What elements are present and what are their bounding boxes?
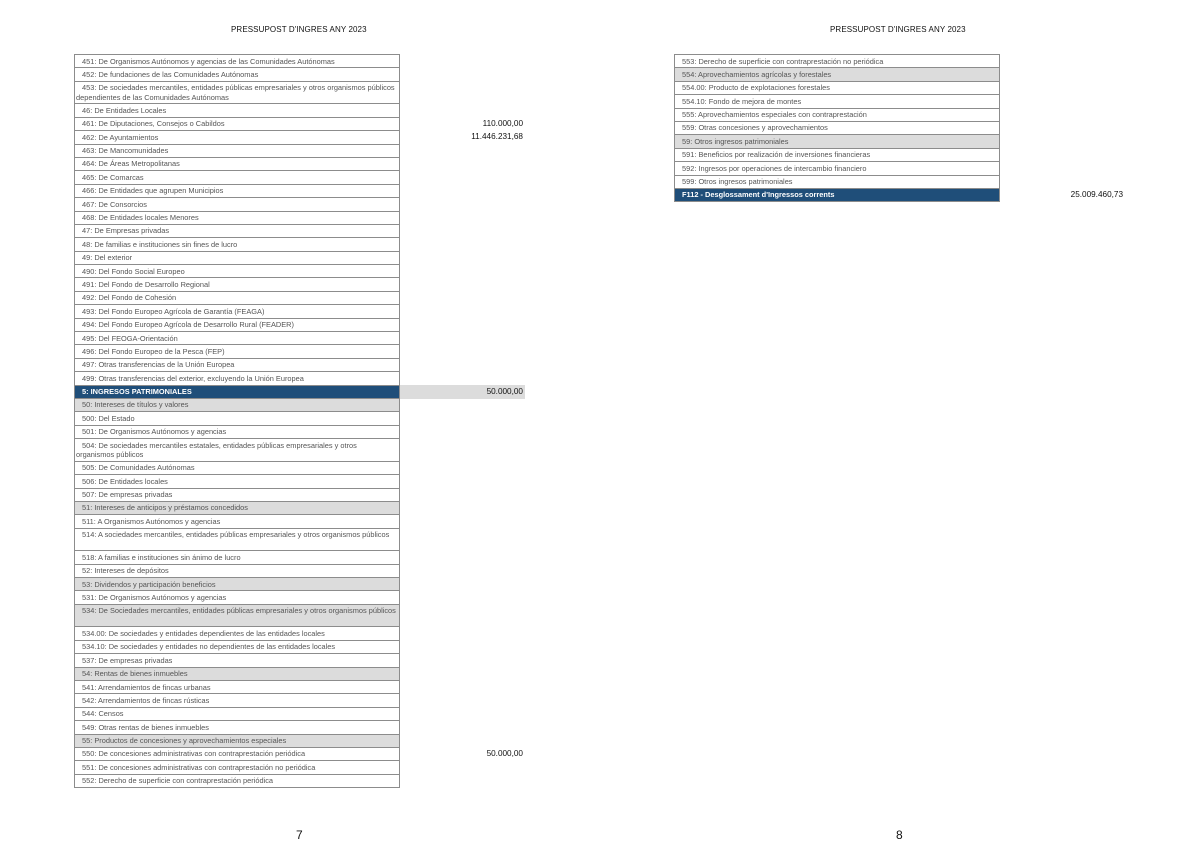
row-label: 534.00: De sociedades y entidades dependientes de las entidades locales	[82, 628, 325, 638]
row-label: 506: De Entidades locales	[82, 476, 168, 486]
row-label: 493: Del Fondo Europeo Agrícola de Garantía (FEAGA)	[82, 306, 265, 316]
table-row	[74, 515, 400, 528]
table-row	[74, 55, 400, 68]
table-row	[74, 198, 400, 211]
row-label: 496: Del Fondo Europeo de la Pesca (FEP)	[82, 346, 225, 356]
page-number: 7	[296, 828, 303, 842]
row-label: 492: Del Fondo de Cohesión	[82, 293, 177, 303]
row-label: 490: Del Fondo Social Europeo	[82, 266, 185, 276]
row-label: 514: A sociedades mercantiles, entidades públicas empresariales y otros organismos públicos	[82, 530, 390, 540]
table-row	[74, 118, 400, 131]
row-label: 550: De concesiones administrativas con contraprestación periódica	[82, 749, 306, 759]
row-label: 467: De Consorcios	[82, 199, 147, 209]
table-row	[74, 748, 400, 761]
table-row	[674, 176, 1000, 189]
row-label: 495: Del FEOGA-Orientación	[82, 333, 178, 343]
row-label: 531: De Organismos Autónomos y agencias	[82, 592, 227, 602]
budget-table	[674, 54, 1000, 202]
table-row	[74, 82, 400, 105]
page-number: 8	[896, 828, 903, 842]
row-label: 52: Intereses de depósitos	[82, 566, 169, 576]
table-row	[74, 319, 400, 332]
subtotal-row	[74, 668, 400, 681]
row-label: 554.00: Producto de explotaciones forestales	[682, 83, 830, 93]
row-label: 559: Otras concesiones y aprovechamientos	[682, 123, 828, 133]
total-row	[74, 386, 400, 399]
row-label: 461: De Diputaciones, Consejos o Cabildos	[82, 119, 225, 129]
table-row	[674, 162, 1000, 175]
row-label: 542: Arrendamientos de fincas rústicas	[82, 695, 210, 705]
row-label: 53: Dividendos y participación beneficios	[82, 579, 216, 589]
table-row	[74, 475, 400, 488]
row-label: 504: De sociedades mercantiles estatales, entidades públicas empresariales y otros organismos públicos	[76, 440, 357, 460]
table-row	[74, 278, 400, 291]
subtotal-row	[74, 578, 400, 591]
row-label: 551: De concesiones administrativas con contraprestación no periódica	[82, 762, 316, 772]
amount-value: 11.446.231,68	[471, 132, 523, 142]
table-row	[74, 185, 400, 198]
table-row	[674, 149, 1000, 162]
subtotal-row	[74, 502, 400, 515]
budget-table	[74, 54, 400, 788]
row-label: 465: De Comarcas	[82, 172, 144, 182]
row-label: 555: Aprovechamientos especiales con contraprestación	[682, 110, 867, 120]
row-label: 592: Ingresos por operaciones de intercambio financiero	[682, 163, 867, 173]
row-label: 534.10: De sociedades y entidades no dependientes de las entidades locales	[82, 642, 336, 652]
row-label: 50: Intereses de títulos y valores	[82, 400, 189, 410]
amount-value: 110.000,00	[482, 118, 523, 128]
subtotal-row	[674, 135, 1000, 148]
row-label: 511: A Organismos Autónomos y agencias	[82, 516, 221, 526]
row-label: 501: De Organismos Autónomos y agencias	[82, 427, 227, 437]
page-title: PRESSUPOST D'INGRES ANY 2023	[231, 25, 367, 34]
table-row	[74, 158, 400, 171]
table-row	[674, 55, 1000, 68]
table-row	[674, 95, 1000, 108]
subtotal-row	[74, 735, 400, 748]
table-row	[74, 345, 400, 358]
table-row	[74, 225, 400, 238]
table-row	[74, 654, 400, 667]
table-row	[74, 292, 400, 305]
row-label: 462: De Ayuntamientos	[82, 132, 159, 142]
row-label: 534: De Sociedades mercantiles, entidades públicas empresariales y otros organismos públicos	[82, 606, 396, 616]
table-row	[74, 104, 400, 117]
row-label: 54: Rentas de bienes inmuebles	[82, 669, 188, 679]
table-row	[74, 565, 400, 578]
table-row	[74, 708, 400, 721]
row-label: 499: Otras transferencias del exterior, excluyendo la Unión Europea	[82, 373, 304, 383]
table-row	[74, 426, 400, 439]
row-label: 49: Del exterior	[82, 253, 133, 263]
table-row	[74, 332, 400, 345]
row-label: 549: Otras rentas de bienes inmuebles	[82, 722, 209, 732]
table-row	[74, 641, 400, 654]
total-row	[674, 189, 1000, 202]
table-row	[74, 145, 400, 158]
row-label: 554.10: Fondo de mejora de montes	[682, 96, 802, 106]
table-row	[74, 529, 400, 552]
table-row	[74, 694, 400, 707]
row-label: 51: Intereses de anticipos y préstamos concedidos	[82, 503, 248, 513]
row-label: 48: De familias e instituciones sin fines de lucro	[82, 239, 238, 249]
subtotal-row	[74, 605, 400, 628]
row-label: 59: Otros ingresos patrimoniales	[682, 136, 789, 146]
table-row	[74, 212, 400, 225]
row-label: 552: Derecho de superficie con contraprestación periódica	[82, 776, 274, 786]
row-label: 505: De Comunidades Autónomas	[82, 463, 195, 473]
table-row	[74, 265, 400, 278]
row-label: 591: Beneficios por realización de inversiones financieras	[682, 150, 871, 160]
table-row	[74, 462, 400, 475]
row-label: 468: De Entidades locales Menores	[82, 213, 199, 222]
table-row	[74, 412, 400, 425]
table-row	[74, 489, 400, 502]
table-row	[74, 551, 400, 564]
row-label: 507: De empresas privadas	[82, 490, 173, 500]
table-row	[74, 68, 400, 81]
row-label: 464: De Áreas Metropolitanas	[82, 159, 180, 169]
table-row	[74, 439, 400, 462]
row-label: 541: Arrendamientos de fincas urbanas	[82, 682, 211, 692]
row-label: 452: De fundaciones de las Comunidades Autónomas	[82, 69, 259, 79]
amount-value: 25.009.460,73	[1070, 190, 1123, 199]
table-row	[674, 82, 1000, 95]
amount-value: 50.000,00	[486, 386, 523, 396]
table-row	[74, 681, 400, 694]
row-label: 55: Productos de concesiones y aprovechamientos especiales	[82, 736, 287, 746]
row-label: 463: De Mancomunidades	[82, 146, 169, 156]
table-row	[74, 131, 400, 144]
row-label: 451: De Organismos Autónomos y agencias de las Comunidades Autónomas	[82, 56, 335, 66]
table-row	[674, 109, 1000, 122]
table-row	[74, 252, 400, 265]
table-row	[74, 775, 400, 788]
table-row	[74, 305, 400, 318]
row-label: 46: De Entidades Locales	[82, 105, 167, 115]
table-row	[74, 591, 400, 604]
row-label: 553: Derecho de superficie con contraprestación no periódica	[682, 56, 884, 66]
amount-value: 50.000,00	[486, 749, 523, 759]
row-label: 544: Censos	[82, 709, 124, 719]
table-row	[674, 122, 1000, 135]
page-title: PRESSUPOST D'INGRES ANY 2023	[830, 25, 966, 34]
row-label: 491: Del Fondo de Desarrollo Regional	[82, 279, 210, 289]
table-row	[74, 761, 400, 774]
subtotal-row	[674, 68, 1000, 81]
row-label: 599: Otros ingresos patrimoniales	[682, 177, 793, 187]
table-row	[74, 359, 400, 372]
table-row	[74, 238, 400, 251]
row-label: 5: INGRESOS PATRIMONIALES	[82, 387, 192, 397]
row-label: 497: Otras transferencias de la Unión Europea	[82, 360, 235, 370]
subtotal-row	[74, 399, 400, 412]
row-label: 466: De Entidades que agrupen Municipios	[82, 186, 224, 196]
row-label: 518: A familias e instituciones sin ánimo de lucro	[82, 552, 241, 562]
page-8	[600, 0, 1200, 848]
table-row	[74, 372, 400, 385]
row-label: 537: De empresas privadas	[82, 655, 173, 665]
row-label: 500: Del Estado	[82, 413, 135, 423]
row-label: 453: De sociedades mercantiles, entidades públicas empresariales y otros organismos públicos dependientes de las Comunidades Autónomas	[76, 83, 395, 103]
table-row	[74, 627, 400, 640]
row-label: 47: De Empresas privadas	[82, 226, 170, 236]
table-row	[74, 721, 400, 734]
row-label: 554: Aprovechamientos agrícolas y forestales	[682, 69, 832, 79]
row-label: F112 - Desglossament d'Ingressos corrents	[682, 190, 835, 200]
row-label: 494: Del Fondo Europeo Agrícola de Desarrollo Rural (FEADER)	[82, 320, 294, 330]
table-row	[74, 171, 400, 184]
